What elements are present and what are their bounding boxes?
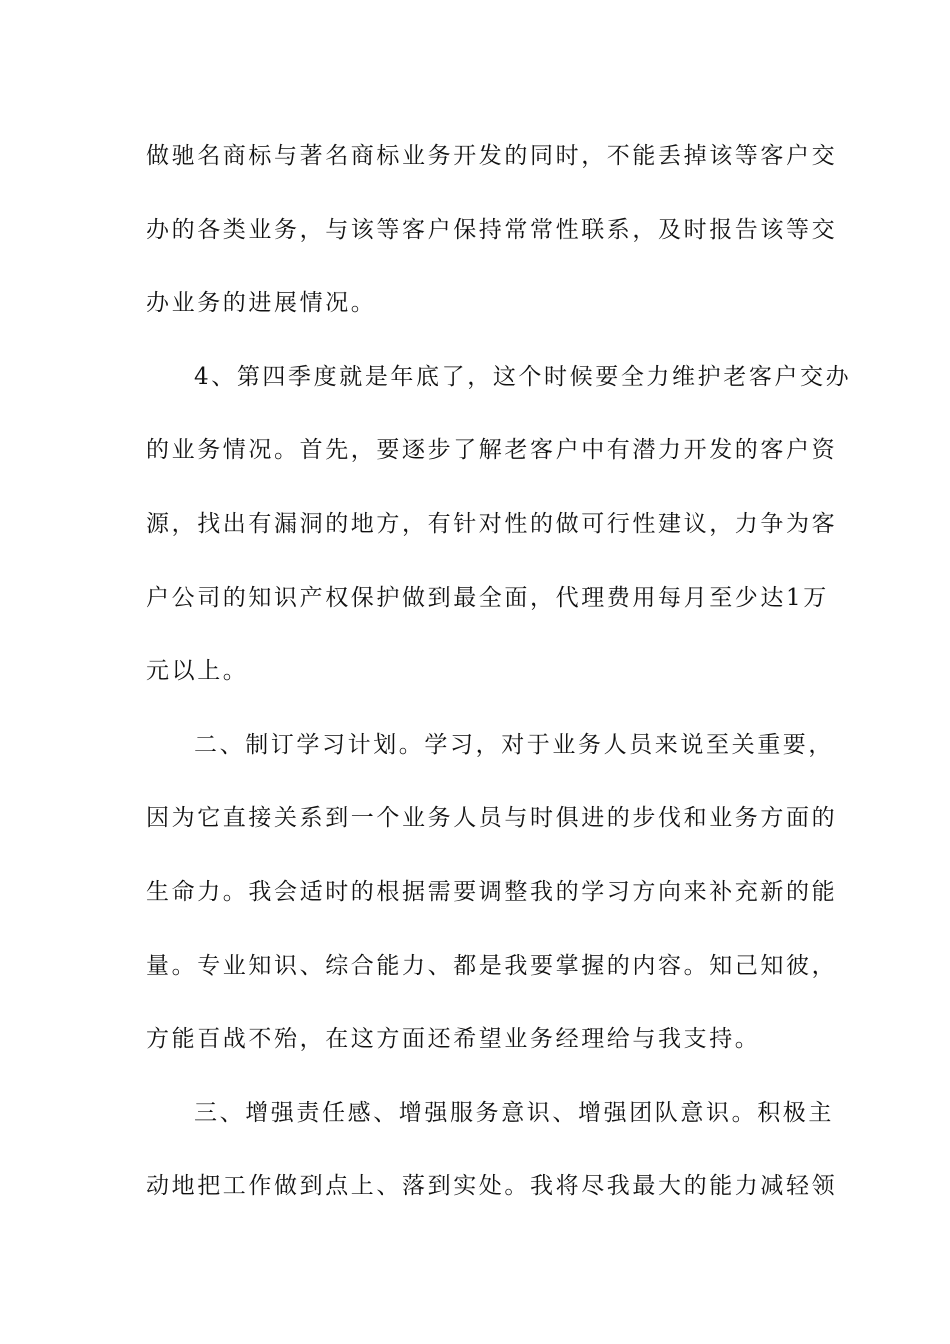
text-line: 动地把工作做到点上、落到实处。我将尽我最大的能力减轻领 (146, 1173, 838, 1200)
text-line: 方能百战不殆，在这方面还希望业务经理给与我支持。 (146, 1026, 761, 1053)
paragraph-first-line: 三、增强责任感、增强服务意识、增强团队意识。积极主 (194, 1099, 834, 1126)
document-body (146, 120, 852, 1224)
text-line: 户公司的知识产权保护做到最全面，代理费用每月至少达1万 (146, 584, 829, 611)
text-line: 办的各类业务，与该等客户保持常常性联系，及时报告该等交 (146, 216, 838, 243)
text-line: 做驰名商标与著名商标业务开发的同时，不能丢掉该等客户交 (146, 143, 838, 169)
text-line: 因为它直接关系到一个业务人员与时俱进的步伐和业务方面的 (146, 805, 838, 832)
text-line: 办业务的进展情况。 (146, 290, 377, 317)
text-line: 源，找出有漏洞的地方，有针对性的做可行性建议，力争为客 (146, 510, 838, 537)
text-line: 元以上。 (146, 658, 249, 685)
text-line: 的业务情况。首先，要逐步了解老客户中有潜力开发的客户资 (146, 437, 838, 464)
text-line: 量。专业知识、综合能力、都是我要掌握的内容。知己知彼， (146, 952, 838, 979)
paragraph-first-line: 二、制订学习计划。学习，对于业务人员来说至关重要， (194, 731, 834, 758)
text-line: 生命力。我会适时的根据需要调整我的学习方向来补充新的能 (146, 878, 838, 905)
paragraph-first-line: 4、第四季度就是年底了，这个时候要全力维护老客户交办 (194, 363, 852, 390)
